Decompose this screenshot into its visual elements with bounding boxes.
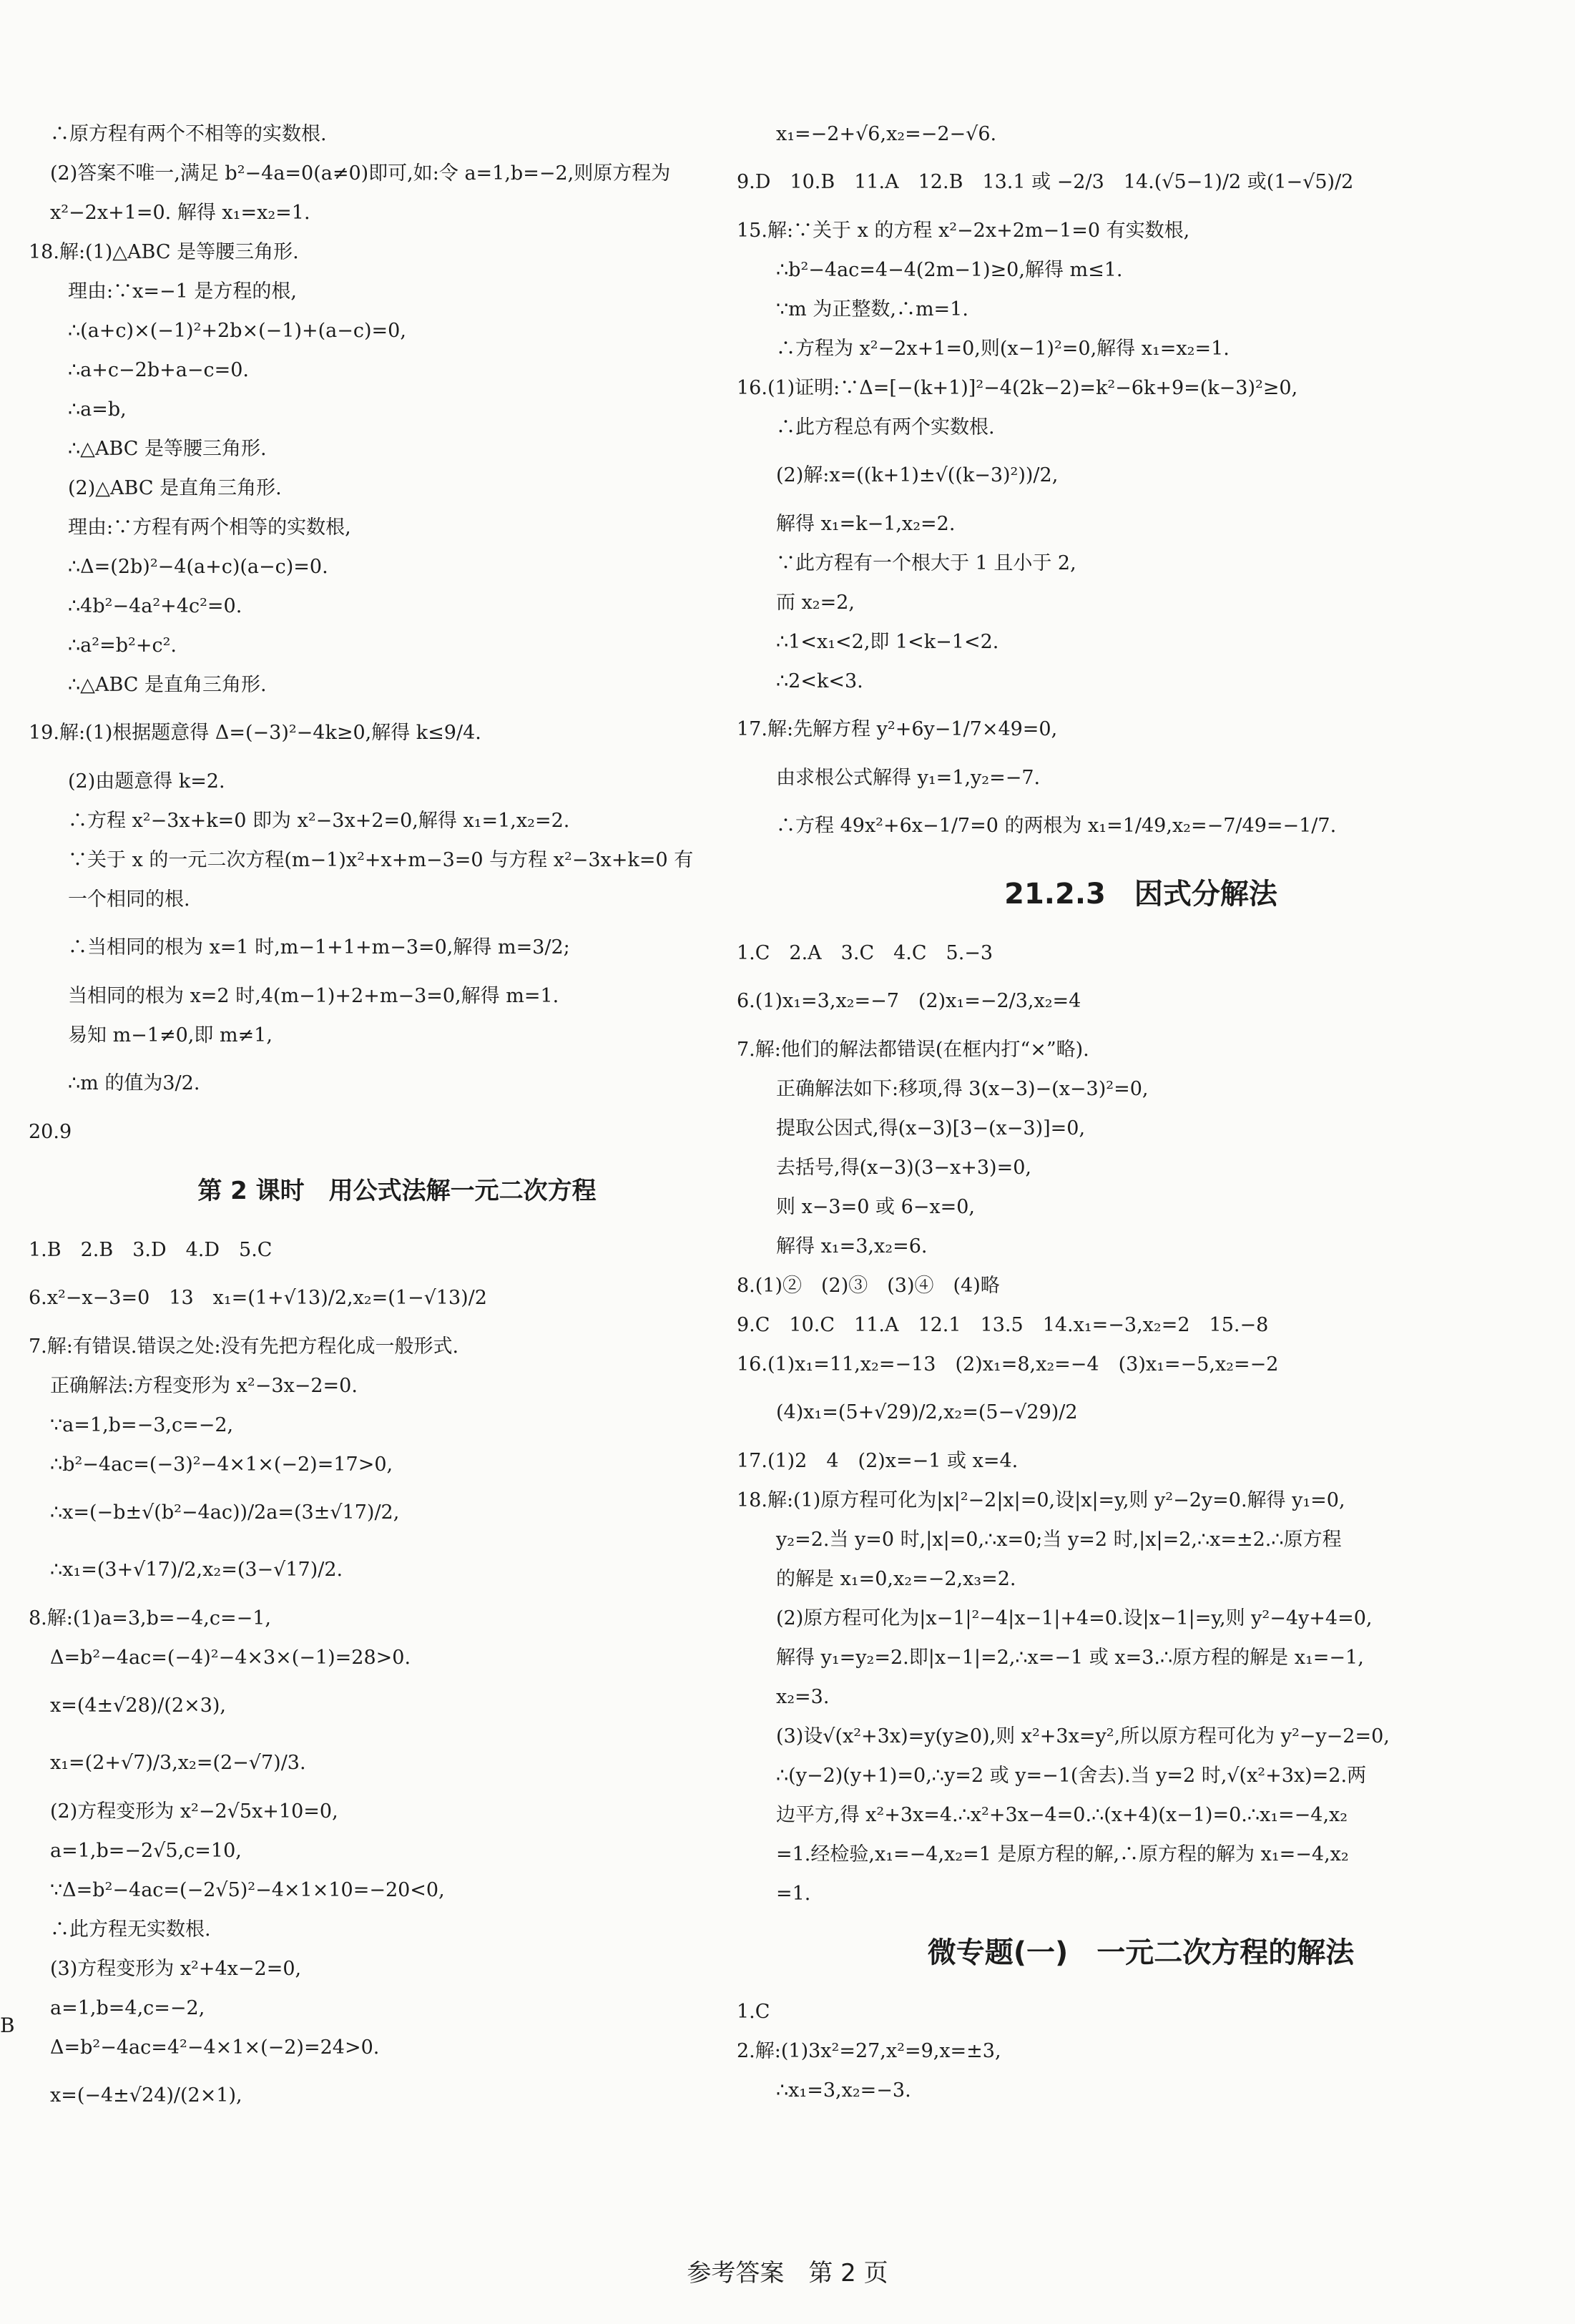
answer-line: ∴a=b,: [68, 398, 127, 421]
answer-line: 正确解法:方程变形为 x²−3x−2=0.: [50, 1375, 358, 1397]
answer-line: 提取公因式,得(x−3)[3−(x−3)]=0,: [776, 1117, 1086, 1139]
answer-line: ∴Δ=(2b)²−4(a+c)(a−c)=0.: [68, 556, 328, 578]
answer-line: 6.x²−x−3=0 13 x₁=(1+√13)/2,x₂=(1−√13)/2: [29, 1287, 487, 1309]
answer-line: 1.C 2.A 3.C 4.C 5.−3: [737, 942, 993, 964]
answer-line: ∴b²−4ac=(−3)²−4×1×(−2)=17>0,: [50, 1453, 393, 1476]
answer-line: =1.经检验,x₁=−4,x₂=1 是原方程的解,∴原方程的解为 x₁=−4,x₂: [776, 1843, 1349, 1865]
answer-line: 正确解法如下:移项,得 3(x−3)−(x−3)²=0,: [776, 1078, 1149, 1100]
answer-line: 由求根公式解得 y₁=1,y₂=−7.: [776, 767, 1041, 789]
answer-line: ∵关于 x 的一元二次方程(m−1)x²+x+m−3=0 与方程 x²−3x+k=0 有: [68, 849, 694, 871]
answer-line: (2)答案不唯一,满足 b²−4a=0(a≠0)即可,如:令 a=1,b=−2,则原方程为: [50, 162, 671, 185]
left-answer-column: [29, 114, 765, 2124]
answer-line: a=1,b=−2√5,c=10,: [50, 1840, 242, 1862]
answer-line: 边平方,得 x²+3x=4.∴x²+3x−4=0.∴(x+4)(x−1)=0.∴x₁=−4,x₂: [776, 1804, 1348, 1826]
answer-line: 则 x−3=0 或 6−x=0,: [776, 1196, 975, 1218]
answer-line: ∴此方程无实数根.: [50, 1918, 211, 1941]
answer-line: 18.解:(1)原方程可化为|x|²−2|x|=0,设|x|=y,则 y²−2y=0.解得 y₁=0,: [737, 1489, 1345, 1511]
answer-line: 18.解:(1)△ABC 是等腰三角形.: [29, 241, 299, 263]
answer-line: 解得 x₁=3,x₂=6.: [776, 1235, 928, 1257]
answer-line: (2)方程变形为 x²−2√5x+10=0,: [50, 1800, 338, 1823]
answer-line: 去括号,得(x−3)(3−x+3)=0,: [776, 1157, 1031, 1179]
answer-line: 当相同的根为 x=2 时,4(m−1)+2+m−3=0,解得 m=1.: [68, 985, 559, 1007]
section-heading: 21.2.3 因式分解法: [1004, 878, 1277, 911]
answer-line: 而 x₂=2,: [776, 592, 855, 614]
answer-line: ∴2<k<3.: [776, 670, 863, 692]
answer-line: 的解是 x₁=0,x₂=−2,x₃=2.: [776, 1568, 1016, 1590]
answer-line: ∴(a+c)×(−1)²+2b×(−1)+(a−c)=0,: [68, 320, 406, 342]
answer-line: ∴方程 49x²+6x−1/7=0 的两根为 x₁=1/49,x₂=−7/49=−1/7.: [776, 815, 1337, 837]
answer-line: y₂=2.当 y=0 时,|x|=0,∴x=0;当 y=2 时,|x|=2,∴x=±2.∴原方程: [776, 1529, 1342, 1551]
side-marker: B: [0, 2014, 15, 2037]
answer-line: ∴a²=b²+c².: [68, 634, 177, 657]
answer-line: ∴a+c−2b+a−c=0.: [68, 359, 249, 381]
answer-line: 15.解:∵关于 x 的方程 x²−2x+2m−1=0 有实数根,: [737, 220, 1190, 242]
answer-line: 1.C: [737, 2001, 770, 2023]
answer-line: ∴此方程总有两个实数根.: [776, 416, 995, 438]
answer-line: x=(−4±√24)/(2×1),: [50, 2084, 242, 2107]
answer-line: ∴1<x₁<2,即 1<k−1<2.: [776, 631, 999, 653]
answer-line: ∵m 为正整数,∴m=1.: [776, 298, 968, 320]
answer-line: 17.(1)2 4 (2)x=−1 或 x=4.: [737, 1450, 1019, 1472]
answer-line: 8.解:(1)a=3,b=−4,c=−1,: [29, 1607, 272, 1629]
answer-line: 16.(1)证明:∵Δ=[−(k+1)]²−4(2k−2)=k²−6k+9=(k−3)²≥0,: [737, 377, 1298, 399]
answer-line: (3)设√(x²+3x)=y(y≥0),则 x²+3x=y²,所以原方程可化为 y²−y−2=0,: [776, 1725, 1390, 1747]
answer-line: 易知 m−1≠0,即 m≠1,: [68, 1024, 273, 1046]
answer-line: ∵Δ=b²−4ac=(−2√5)²−4×1×10=−20<0,: [50, 1879, 445, 1901]
answer-line: =1.: [776, 1883, 811, 1905]
answer-line: 理由:∵x=−1 是方程的根,: [68, 280, 297, 303]
answer-line: (4)x₁=(5+√29)/2,x₂=(5−√29)/2: [776, 1401, 1078, 1423]
answer-line: ∴x₁=(3+√17)/2,x₂=(3−√17)/2.: [50, 1559, 343, 1581]
page-footer: 参考答案 第 2 页: [687, 2259, 888, 2288]
answer-line: Δ=b²−4ac=4²−4×1×(−2)=24>0.: [50, 2036, 380, 2059]
answer-line: 20.9: [29, 1121, 72, 1143]
answer-line: 9.C 10.C 11.A 12.1 13.5 14.x₁=−3,x₂=2 15.−8: [737, 1314, 1269, 1336]
answer-line: ∴原方程有两个不相等的实数根.: [50, 123, 327, 145]
answer-line: x²−2x+1=0. 解得 x₁=x₂=1.: [50, 202, 310, 224]
answer-line: 8.(1)② (2)③ (3)④ (4)略: [737, 1275, 1000, 1297]
answer-line: a=1,b=4,c=−2,: [50, 1997, 205, 2019]
answer-line: Δ=b²−4ac=(−4)²−4×3×(−1)=28>0.: [50, 1647, 411, 1669]
section-heading: 第 2 课时 用公式法解一元二次方程: [197, 1177, 597, 1205]
answer-line: ∴m 的值为3/2.: [68, 1072, 200, 1094]
answer-line: (2)△ABC 是直角三角形.: [68, 477, 282, 499]
answer-line: 16.(1)x₁=11,x₂=−13 (2)x₁=8,x₂=−4 (3)x₁=−5,x₂=−2: [737, 1353, 1279, 1376]
answer-line: 7.解:他们的解法都错误(在框内打“×”略).: [737, 1039, 1089, 1061]
answer-line: 解得 y₁=y₂=2.即|x−1|=2,∴x=−1 或 x=3.∴原方程的解是 x₁=−1,: [776, 1647, 1364, 1669]
right-answer-column: [737, 114, 1545, 2110]
answer-line: ∴x₁=3,x₂=−3.: [776, 2079, 911, 2102]
answer-line: ∴方程 x²−3x+k=0 即为 x²−3x+2=0,解得 x₁=1,x₂=2.: [68, 810, 570, 832]
answer-line: (2)解:x=((k+1)±√((k−3)²))/2,: [776, 464, 1059, 486]
answer-line: x=(4±√28)/(2×3),: [50, 1695, 227, 1717]
answer-line: ∵此方程有一个根大于 1 且小于 2,: [776, 552, 1076, 574]
answer-line: ∵a=1,b=−3,c=−2,: [50, 1414, 234, 1436]
answer-line: 2.解:(1)3x²=27,x²=9,x=±3,: [737, 2040, 1001, 2062]
answer-line: 理由:∵方程有两个相等的实数根,: [68, 516, 351, 539]
answer-line: 17.解:先解方程 y²+6y−1/7×49=0,: [737, 718, 1058, 740]
answer-line: (2)由题意得 k=2.: [68, 770, 225, 793]
answer-line: ∴方程为 x²−2x+1=0,则(x−1)²=0,解得 x₁=x₂=1.: [776, 338, 1230, 360]
answer-line: ∴△ABC 是直角三角形.: [68, 674, 267, 696]
answer-line: 一个相同的根.: [68, 888, 190, 911]
answer-line: (3)方程变形为 x²+4x−2=0,: [50, 1958, 302, 1980]
answer-line: ∴x=(−b±√(b²−4ac))/2a=(3±√17)/2,: [50, 1501, 400, 1524]
answer-line: 9.D 10.B 11.A 12.B 13.1 或 −2/3 14.(√5−1)/2 或(1−√5)/2: [737, 171, 1354, 193]
answer-line: x₂=3.: [776, 1686, 830, 1708]
answer-line: x₁=−2+√6,x₂=−2−√6.: [776, 123, 997, 145]
answer-line: 解得 x₁=k−1,x₂=2.: [776, 513, 956, 535]
answer-line: ∴b²−4ac=4−4(2m−1)≥0,解得 m≤1.: [776, 259, 1123, 281]
answer-line: ∴4b²−4a²+4c²=0.: [68, 595, 242, 617]
answer-line: (2)原方程可化为|x−1|²−4|x−1|+4=0.设|x−1|=y,则 y²−4y+4=0,: [776, 1607, 1373, 1629]
answer-line: ∴△ABC 是等腰三角形.: [68, 438, 267, 460]
section-heading: 微专题(一) 一元二次方程的解法: [927, 1936, 1355, 1969]
answer-line: ∴当相同的根为 x=1 时,m−1+1+m−3=0,解得 m=3/2;: [68, 936, 570, 958]
answer-line: 19.解:(1)根据题意得 Δ=(−3)²−4k≥0,解得 k≤9/4.: [29, 722, 481, 744]
answer-line: 6.(1)x₁=3,x₂=−7 (2)x₁=−2/3,x₂=4: [737, 990, 1081, 1012]
answer-line: ∴(y−2)(y+1)=0,∴y=2 或 y=−1(舍去).当 y=2 时,√(x²+3x)=2.两: [776, 1765, 1367, 1787]
answer-line: x₁=(2+√7)/3,x₂=(2−√7)/3.: [50, 1752, 306, 1774]
answer-line: 1.B 2.B 3.D 4.D 5.C: [29, 1239, 273, 1261]
answer-line: 7.解:有错误.错误之处:没有先把方程化成一般形式.: [29, 1335, 459, 1358]
